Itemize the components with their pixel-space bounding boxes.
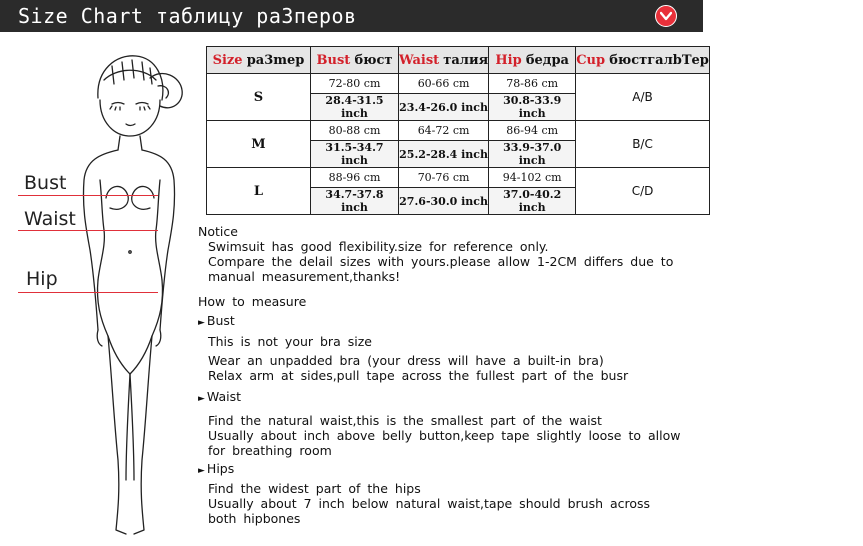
- hips-line: both hipbones: [208, 511, 301, 526]
- how-to-measure-title: How to measure: [198, 294, 307, 309]
- hip-label: Hip: [26, 268, 58, 290]
- bust-line: Wear an unpadded bra (your dress will have a built-in bra): [208, 353, 604, 368]
- notice-title: Notice: [198, 224, 238, 239]
- table-header-row: [207, 47, 710, 74]
- notice-line: Swimsuit has good flexibility.size for reference only.: [208, 239, 549, 254]
- notes-section: [198, 224, 698, 526]
- bust-heading: [198, 313, 698, 331]
- waist-inch-cell: 23.4-26.0 inch: [399, 94, 489, 121]
- page-title: Size Chart таблицу ра3перов: [18, 4, 357, 28]
- header-bar: [0, 0, 703, 32]
- waist-heading: [198, 389, 698, 407]
- bust-measure-line: [18, 195, 158, 196]
- column-header-hip: Hip бедра: [489, 47, 576, 74]
- column-header-waist: Waist талия: [399, 47, 489, 74]
- chevron-down-icon: [660, 11, 672, 21]
- table-row: [207, 74, 710, 94]
- waist-cm-cell: 64-72 cm: [399, 121, 489, 141]
- cup-cell: C/D: [576, 168, 710, 215]
- bust-inch-cell: 34.7-37.8 inch: [311, 188, 399, 215]
- body-figure: [0, 40, 200, 546]
- hip-cm-cell: 86-94 cm: [489, 121, 576, 141]
- notice-line: Compare the delail sizes with yours.please allow 1-2CM differs due to: [208, 254, 674, 269]
- bust-label: Bust: [24, 172, 67, 194]
- hips-heading: [198, 461, 698, 479]
- play-arrow-icon: ►: [198, 466, 205, 476]
- bust-cm-cell: 72-80 cm: [311, 74, 399, 94]
- bust-cm-cell: 88-96 cm: [311, 168, 399, 188]
- waist-measure-line: [18, 230, 158, 231]
- hips-line: Usually about 7 inch below natural waist,tape should brush across: [208, 496, 651, 511]
- column-header-cup: Cup бюстгалbТер: [576, 47, 710, 74]
- hips-heading-text: Hips: [206, 461, 235, 476]
- waist-inch-cell: 27.6-30.0 inch: [399, 188, 489, 215]
- size-cell: S: [207, 74, 311, 121]
- play-arrow-icon: ►: [198, 394, 205, 404]
- size-cell: L: [207, 168, 311, 215]
- notice-line: manual measurement,thanks!: [208, 269, 401, 284]
- waist-line: Usually about inch above belly button,keep tape slightly loose to allow: [208, 428, 681, 443]
- hip-inch-cell: 30.8-33.9 inch: [489, 94, 576, 121]
- cup-cell: B/C: [576, 121, 710, 168]
- column-header-bust: Bust бюст: [311, 47, 399, 74]
- bust-line: This is not your bra size: [208, 334, 372, 349]
- waist-cm-cell: 70-76 cm: [399, 168, 489, 188]
- woman-outline-illustration: [0, 40, 200, 546]
- bust-cm-cell: 80-88 cm: [311, 121, 399, 141]
- hip-inch-cell: 33.9-37.0 inch: [489, 141, 576, 168]
- waist-label: Waist: [24, 208, 76, 230]
- hip-cm-cell: 94-102 cm: [489, 168, 576, 188]
- waist-inch-cell: 25.2-28.4 inch: [399, 141, 489, 168]
- bust-inch-cell: 28.4-31.5 inch: [311, 94, 399, 121]
- hip-cm-cell: 78-86 cm: [489, 74, 576, 94]
- bust-heading-text: Bust: [206, 313, 235, 328]
- hips-line: Find the widest part of the hips: [208, 481, 421, 496]
- column-header-size: Size ра3mер: [207, 47, 311, 74]
- size-cell: M: [207, 121, 311, 168]
- hip-measure-line: [18, 292, 158, 293]
- waist-line: Find the natural waist,this is the smallest part of the waist: [208, 413, 602, 428]
- table-row: [207, 121, 710, 141]
- waist-line: for breathing room: [208, 443, 332, 458]
- bust-inch-cell: 31.5-34.7 inch: [311, 141, 399, 168]
- table-row: [207, 168, 710, 188]
- waist-cm-cell: 60-66 cm: [399, 74, 489, 94]
- chevron-down-button[interactable]: [655, 5, 677, 27]
- hip-inch-cell: 37.0-40.2 inch: [489, 188, 576, 215]
- play-arrow-icon: ►: [198, 318, 205, 328]
- cup-cell: A/B: [576, 74, 710, 121]
- size-chart-table: [206, 46, 710, 215]
- waist-heading-text: Waist: [206, 389, 242, 404]
- bust-line: Relax arm at sides,pull tape across the fullest part of the busr: [208, 368, 629, 383]
